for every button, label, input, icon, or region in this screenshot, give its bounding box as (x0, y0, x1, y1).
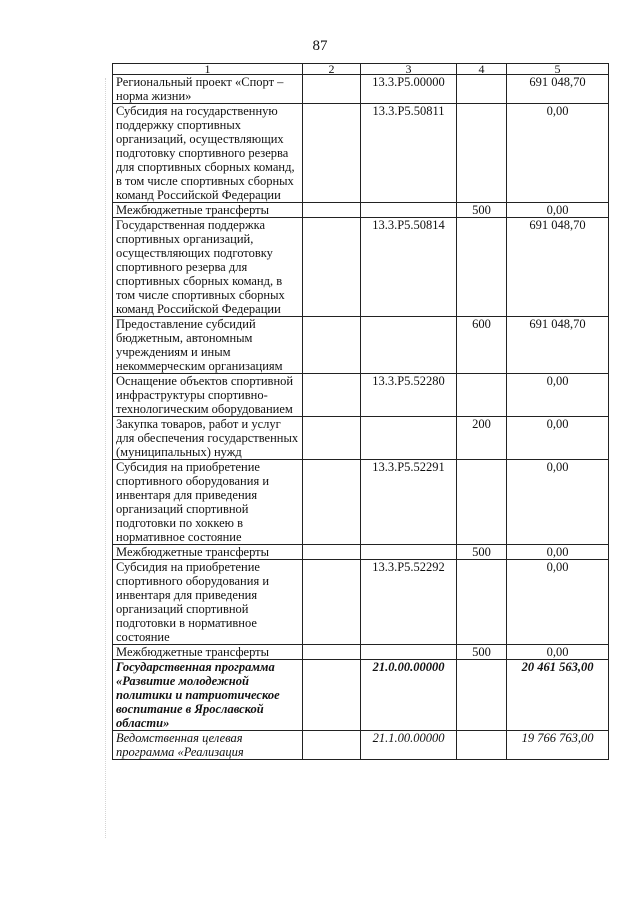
row-name-cell: Региональный проект «Спорт – норма жизни» (113, 75, 303, 104)
row-amount-cell: 20 461 563,00 (507, 660, 609, 731)
row-code-cell: 21.1.00.00000 (361, 731, 457, 760)
row-type-cell (457, 460, 507, 545)
row-col2-cell (303, 75, 361, 104)
row-name-cell: Оснащение объектов спортивной инфраструктуры спортивно-технологическим оборудованием (113, 374, 303, 417)
row-name-cell: Предоставление субсидий бюджетным, автономным учреждениям и иным некоммерческим организациям (113, 317, 303, 374)
row-code-cell: 13.3.Р5.00000 (361, 75, 457, 104)
row-type-cell: 600 (457, 317, 507, 374)
row-type-cell (457, 660, 507, 731)
row-type-cell: 500 (457, 203, 507, 218)
row-amount-cell: 0,00 (507, 645, 609, 660)
table-row (113, 460, 609, 545)
table-row (113, 660, 609, 731)
table-row (113, 417, 609, 460)
table-row (113, 731, 609, 760)
row-col2-cell (303, 374, 361, 417)
row-col2-cell (303, 460, 361, 545)
header-col-4: 4 (457, 64, 507, 75)
row-amount-cell: 0,00 (507, 417, 609, 460)
header-col-1: 1 (113, 64, 303, 75)
row-amount-cell: 19 766 763,00 (507, 731, 609, 760)
row-col2-cell (303, 731, 361, 760)
row-name-cell: Межбюджетные трансферты (113, 645, 303, 660)
row-amount-cell: 0,00 (507, 560, 609, 645)
row-type-cell (457, 104, 507, 203)
row-type-cell (457, 218, 507, 317)
row-name-cell: Закупка товаров, работ и услуг для обеспечения государственных (муниципальных) нужд (113, 417, 303, 460)
table-row (113, 374, 609, 417)
table-row (113, 560, 609, 645)
row-name-cell: Субсидия на государственную поддержку спортивных организаций, осуществляющих подготовку спортивного резерва для спортивных сборных команд, в том числе спортивных сборных команд Российской Федерации (113, 104, 303, 203)
row-code-cell (361, 317, 457, 374)
header-row (113, 64, 609, 75)
row-amount-cell: 0,00 (507, 545, 609, 560)
row-code-cell: 13.3.Р5.52291 (361, 460, 457, 545)
table-body (113, 75, 609, 760)
row-name-cell: Межбюджетные трансферты (113, 203, 303, 218)
scan-margin-line (105, 78, 107, 838)
row-amount-cell: 0,00 (507, 374, 609, 417)
row-code-cell: 21.0.00.00000 (361, 660, 457, 731)
row-amount-cell: 0,00 (507, 104, 609, 203)
row-name-cell: Межбюджетные трансферты (113, 545, 303, 560)
row-code-cell: 13.3.Р5.50814 (361, 218, 457, 317)
row-amount-cell: 0,00 (507, 203, 609, 218)
table-row (113, 203, 609, 218)
row-type-cell: 200 (457, 417, 507, 460)
row-code-cell: 13.3.Р5.50811 (361, 104, 457, 203)
row-amount-cell: 0,00 (507, 460, 609, 545)
row-type-cell (457, 75, 507, 104)
row-code-cell (361, 203, 457, 218)
header-col-2: 2 (303, 64, 361, 75)
row-name-cell: Государственная программа «Развитие молодежной политики и патриотическое воспитание в Ярославской области» (113, 660, 303, 731)
row-amount-cell: 691 048,70 (507, 75, 609, 104)
row-col2-cell (303, 560, 361, 645)
row-type-cell: 500 (457, 545, 507, 560)
table-row (113, 218, 609, 317)
header-col-5: 5 (507, 64, 609, 75)
header-col-3: 3 (361, 64, 457, 75)
row-name-cell: Ведомственная целевая программа «Реализация (113, 731, 303, 760)
row-type-cell (457, 731, 507, 760)
row-type-cell (457, 560, 507, 645)
row-code-cell (361, 417, 457, 460)
row-code-cell (361, 545, 457, 560)
row-name-cell: Субсидия на приобретение спортивного оборудования и инвентаря для приведения организаций спортивной подготовки по хоккею в нормативное состояние (113, 460, 303, 545)
row-col2-cell (303, 660, 361, 731)
table-row (113, 104, 609, 203)
row-name-cell: Субсидия на приобретение спортивного оборудования и инвентаря для приведения организаций спортивной подготовки в нормативное состояние (113, 560, 303, 645)
row-type-cell (457, 374, 507, 417)
row-col2-cell (303, 317, 361, 374)
table-row (113, 75, 609, 104)
row-name-cell: Государственная поддержка спортивных организаций, осуществляющих подготовку спортивного резерва для спортивных сборных команд, в том числе спортивных сборных команд Российской Федерации (113, 218, 303, 317)
row-col2-cell (303, 203, 361, 218)
row-code-cell: 13.3.Р5.52292 (361, 560, 457, 645)
row-col2-cell (303, 218, 361, 317)
table-row (113, 545, 609, 560)
row-col2-cell (303, 545, 361, 560)
page-number: 87 (312, 38, 328, 54)
row-amount-cell: 691 048,70 (507, 317, 609, 374)
budget-table (112, 63, 609, 760)
row-col2-cell (303, 645, 361, 660)
row-col2-cell (303, 104, 361, 203)
row-type-cell: 500 (457, 645, 507, 660)
row-code-cell: 13.3.Р5.52280 (361, 374, 457, 417)
row-code-cell (361, 645, 457, 660)
row-amount-cell: 691 048,70 (507, 218, 609, 317)
row-col2-cell (303, 417, 361, 460)
table-row (113, 317, 609, 374)
table-row (113, 645, 609, 660)
